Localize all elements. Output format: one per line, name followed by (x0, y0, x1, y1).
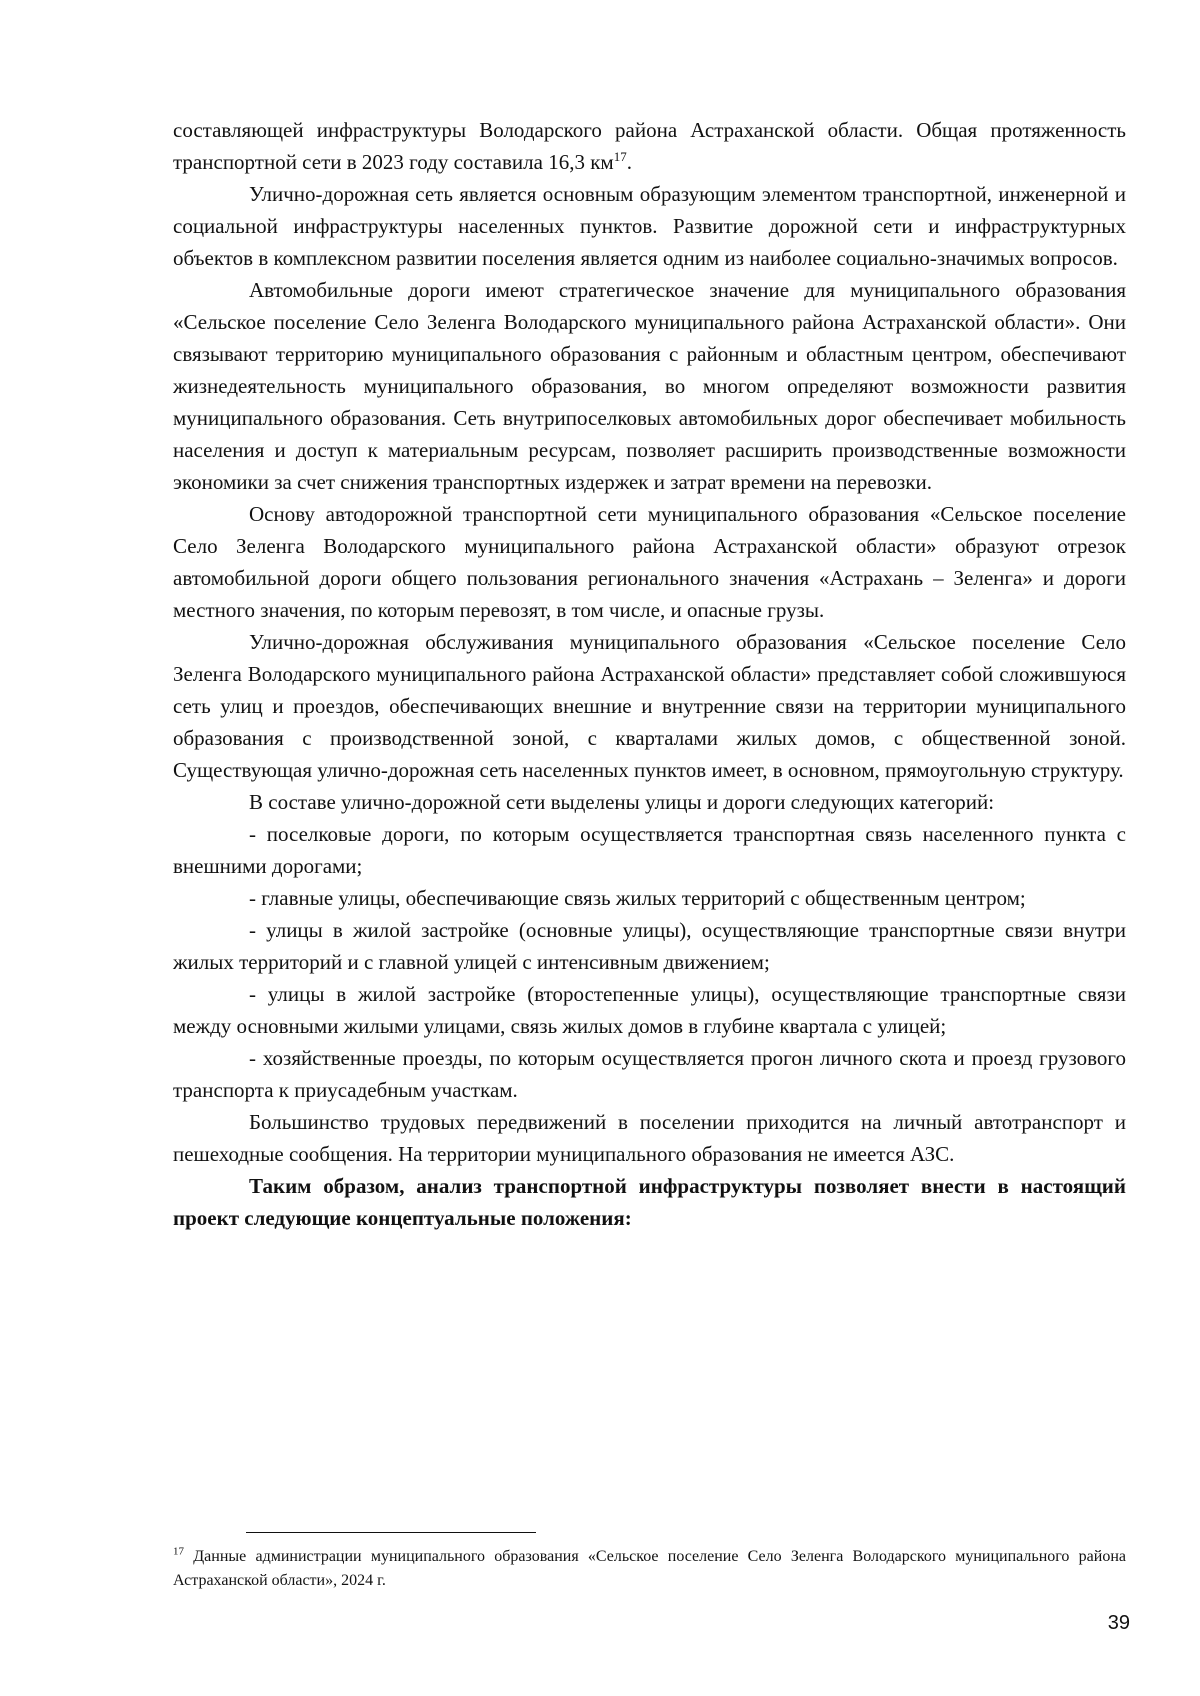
paragraph: Основу автодорожной транспортной сети муниципального образования «Сельское поселение Село Зеленга Володарского муниципального района Астраханской области» образуют отрезок автомобильной дороги общего пользования регионального значения «Астрахань – Зеленга» и дороги местного значения, по которым перевозят, в том числе, и опасные грузы. (173, 502, 1126, 622)
body-text (173, 114, 1126, 1234)
footnote-text: Данные администрации муниципального образования «Сельское поселение Село Зеленга Володарского муниципального района Астраханской области», 2024 г. (173, 1548, 1126, 1589)
paragraph: Автомобильные дороги имеют стратегическое значение для муниципального образования «Сельское поселение Село Зеленга Володарского муниципального района Астраханской области». Они связывают территорию муниципального образования с районным и областным центром, обеспечивают жизнедеятельность муниципального образования, во многом определяют возможности развития муниципального образования. Сеть внутрипоселковых автомобильных дорог обеспечивает мобильность населения и доступ к материальным ресурсам, позволяет расширить производственные возможности экономики за счет снижения транспортных издержек и затрат времени на перевозки. (173, 278, 1126, 494)
paragraph-text: составляющей инфраструктуры Володарского района Астраханской области. Общая протяженность транспортной сети в 2023 году составила 16,3 км (173, 118, 1126, 174)
paragraph: В составе улично-дорожной сети выделены улицы и дороги следующих категорий: (249, 790, 995, 814)
conclusion-paragraph: Таким образом, анализ транспортной инфраструктуры позволяет внести в настоящий проект следующие концептуальные положения: (173, 1174, 1126, 1230)
list-item: - улицы в жилой застройке (основные улицы), осуществляющие транспортные связи внутри жилых территорий и с главной улицей с интенсивным движением; (173, 918, 1126, 974)
list-item: - главные улицы, обеспечивающие связь жилых территорий с общественным центром; (249, 886, 1026, 910)
list-item: - улицы в жилой застройке (второстепенные улицы), осуществляющие транспортные связи между основными жилыми улицами, связь жилых домов в глубине квартала с улицей; (173, 982, 1126, 1038)
footnote-separator (246, 1532, 536, 1533)
footnote-number: 17 (173, 1545, 184, 1558)
page-number: 39 (1107, 1612, 1130, 1634)
paragraph: Большинство трудовых передвижений в поселении приходится на личный автотранспорт и пешеходные сообщения. На территории муниципального образования не имеется АЗС. (173, 1110, 1126, 1166)
paragraph: Улично-дорожная сеть является основным образующим элементом транспортной, инженерной и социальной инфраструктуры населенных пунктов. Развитие дорожной сети и инфраструктурных объектов в комплексном развитии поселения является одним из наиболее социально-значимых вопросов. (173, 182, 1126, 270)
paragraph-continuation (173, 114, 1126, 178)
list-item: - хозяйственные проезды, по которым осуществляется прогон личного скота и проезд грузового транспорта к приусадебным участкам. (173, 1046, 1126, 1102)
paragraph-end-punctuation: . (626, 150, 632, 174)
footnote-reference[interactable]: 17 (613, 149, 627, 164)
footnote (173, 1545, 1126, 1593)
paragraph: Улично-дорожная обслуживания муниципального образования «Сельское поселение Село Зеленга Володарского муниципального района Астраханской области» представляет собой сложившуюся сеть улиц и проездов, обеспечивающих внешние и внутренние связи на территории муниципального образования с производственной зоной, с кварталами жилых домов, с общественной зоной. Существующая улично-дорожная сеть населенных пунктов имеет, в основном, прямоугольную структуру. (173, 630, 1126, 782)
list-item: - поселковые дороги, по которым осуществляется транспортная связь населенного пункта с внешними дорогами; (173, 822, 1126, 878)
